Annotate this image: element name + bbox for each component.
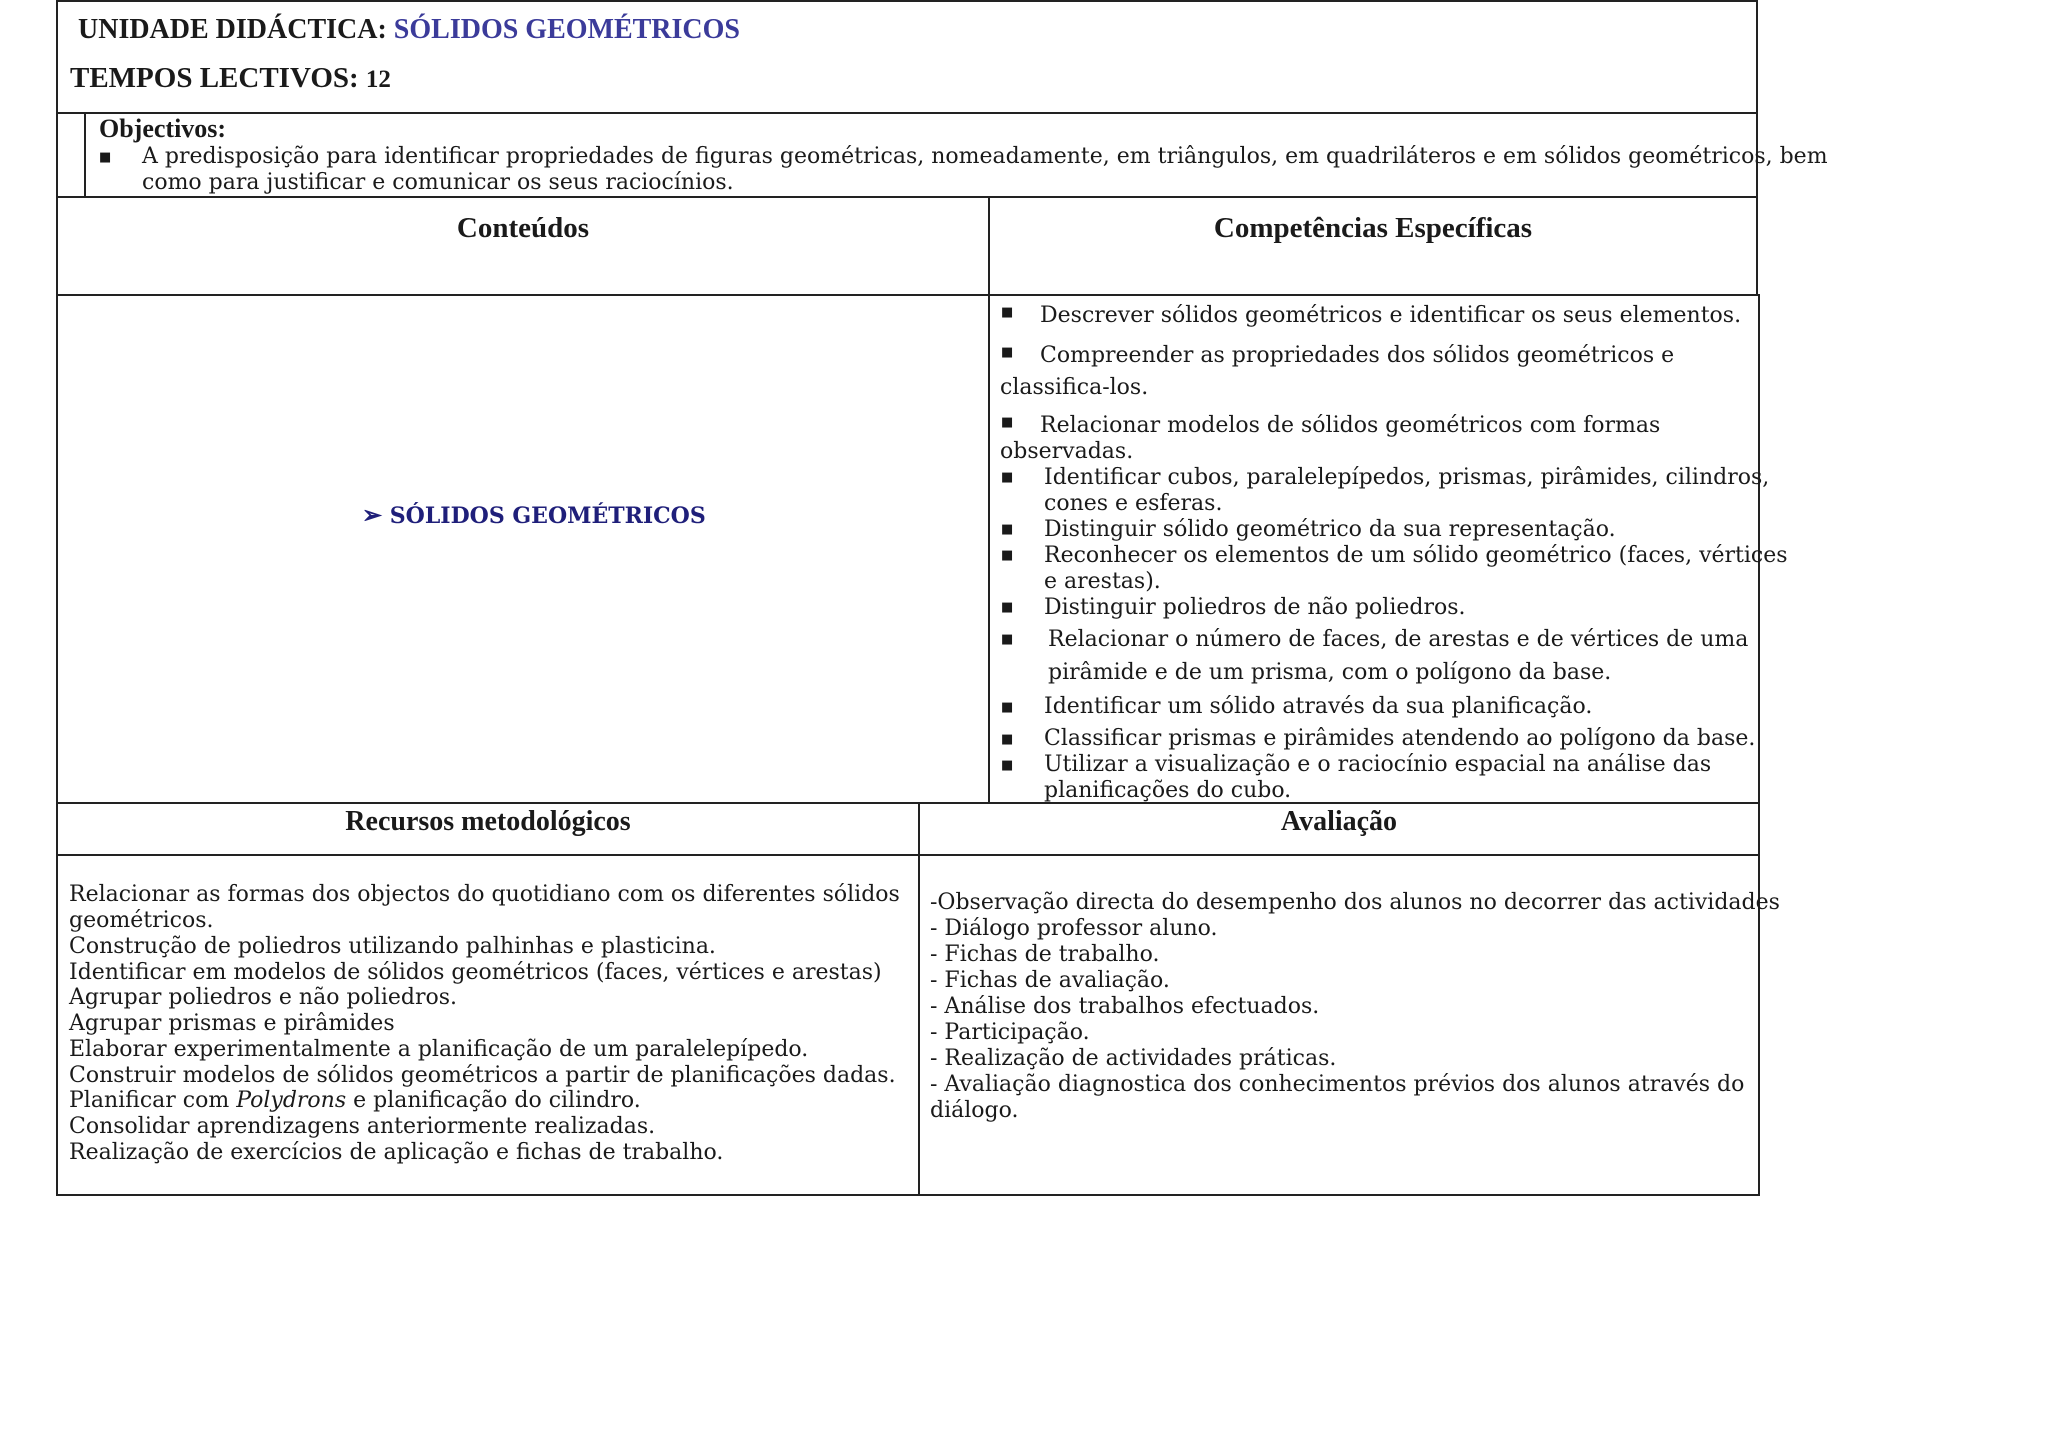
recursos-line-7: Elaborar experimentalmente a planificação de um paralelepípedo.: [69, 1037, 809, 1062]
conteudo-item-label: SÓLIDOS GEOMÉTRICOS: [389, 503, 706, 529]
objectivos-text-line2: como para justificar e comunicar os seus raciocínios.: [142, 170, 734, 195]
arrow-bullet-icon: ➢: [362, 500, 383, 529]
comp-7-line-1: Distinguir poliedros de não poliedros.: [1044, 595, 1466, 620]
comp-11-line-1: Utilizar a visualização e o raciocínio espacial na análise das: [1044, 752, 1712, 777]
comp-bullet-6: ■: [1001, 548, 1014, 563]
unidade-label: UNIDADE DIDÁCTICA:: [78, 14, 387, 45]
comp-bullet-7: ■: [1001, 600, 1014, 615]
tempos-label: TEMPOS LECTIVOS:: [70, 62, 359, 94]
objectivos-title: Objectivos:: [99, 114, 227, 143]
recursos-line-3: Construção de poliedros utilizando palhinhas e plasticina.: [69, 934, 716, 959]
comp-5-line-1: Distinguir sólido geométrico da sua representação.: [1044, 517, 1616, 542]
avaliacao-line-5: - Análise dos trabalhos efectuados.: [930, 994, 1320, 1019]
avaliacao-line-6: - Participação.: [930, 1020, 1090, 1045]
comp-bullet-3: ■: [1001, 415, 1014, 430]
planificar-suffix: e planificação do cilindro.: [346, 1088, 641, 1113]
comp-2-line-2: classifica-los.: [1000, 375, 1149, 400]
comp-bullet-11: ■: [1001, 758, 1014, 773]
tempos-title: [70, 62, 391, 95]
comp-6-line-2: e arestas).: [1044, 569, 1161, 594]
conteudos-header: Conteúdos: [456, 212, 590, 244]
avaliacao-header: Avaliação: [1280, 806, 1398, 837]
comp-4-line-2: cones e esferas.: [1044, 491, 1223, 516]
avaliacao-line-7: - Realização de actividades práticas.: [930, 1046, 1337, 1071]
avaliacao-line-8: - Avaliação diagnostica dos conhecimentos prévios dos alunos através do: [930, 1072, 1745, 1097]
conteudos-header-cell: [56, 196, 990, 296]
conteudos-body-cell: [56, 294, 990, 804]
comp-3-line-1: Relacionar modelos de sólidos geométricos com formas: [1040, 413, 1661, 438]
comp-bullet-2: ■: [1001, 345, 1014, 360]
recursos-header: Recursos metodológicos: [345, 806, 631, 837]
recursos-line-11: Realização de exercícios de aplicação e fichas de trabalho.: [69, 1140, 724, 1165]
comp-bullet-4: ■: [1001, 470, 1014, 485]
comp-8-line-1: Relacionar o número de faces, de arestas e de vértices de uma: [1048, 627, 1749, 652]
recursos-line-2: geométricos.: [69, 908, 214, 933]
avaliacao-line-3: - Fichas de trabalho.: [930, 942, 1160, 967]
objectivos-text-line1: A predisposição para identificar propriedades de figuras geométricas, nomeadamente, em triângulos, em quadriláteros e em sólidos geométricos, bem: [142, 144, 1828, 169]
objectivos-bullet: ■: [99, 150, 112, 165]
avaliacao-line-4: - Fichas de avaliação.: [930, 968, 1170, 993]
recursos-line-4: Identificar em modelos de sólidos geométricos (faces, vértices e arestas): [69, 960, 882, 985]
objectivos-left-rule: [84, 113, 86, 197]
avaliacao-line-2: - Diálogo professor aluno.: [930, 916, 1218, 941]
comp-bullet-1: ■: [1001, 305, 1014, 320]
recursos-line-5: Agrupar poliedros e não poliedros.: [69, 985, 457, 1010]
comp-bullet-9: ■: [1001, 700, 1014, 715]
comp-6-line-1: Reconhecer os elementos de um sólido geométrico (faces, vértices: [1044, 543, 1788, 568]
comp-4-line-1: Identificar cubos, paralelepípedos, prismas, pirâmides, cilindros,: [1044, 465, 1770, 490]
conteudo-item: [362, 500, 706, 529]
tempos-value: 12: [365, 66, 391, 93]
comp-10-line-1: Classificar prismas e pirâmides atendendo ao polígono da base.: [1044, 726, 1756, 751]
comp-9-line-1: Identificar um sólido através da sua planificação.: [1044, 694, 1593, 719]
comp-bullet-8: ■: [1001, 632, 1014, 647]
comp-bullet-10: ■: [1001, 732, 1014, 747]
recursos-line-1: Relacionar as formas dos objectos do quotidiano com os diferentes sólidos: [69, 882, 900, 907]
recursos-line-6: Agrupar prismas e pirâmides: [69, 1011, 395, 1036]
planificar-italic: Polydrons: [236, 1088, 347, 1113]
comp-2-line-1: Compreender as propriedades dos sólidos geométricos e: [1040, 343, 1675, 368]
comp-bullet-5: ■: [1001, 522, 1014, 537]
competencias-header: Competências Específicas: [1213, 212, 1533, 244]
unidade-title: [78, 14, 740, 46]
unidade-value: SÓLIDOS GEOMÉTRICOS: [393, 14, 740, 45]
comp-3-line-2: observadas.: [1000, 439, 1134, 464]
recursos-line-8: Construir modelos de sólidos geométricos a partir de planificações dadas.: [69, 1063, 896, 1088]
recursos-line-10: Consolidar aprendizagens anteriormente realizadas.: [69, 1114, 656, 1139]
comp-1-line-1: Descrever sólidos geométricos e identificar os seus elementos.: [1040, 303, 1742, 328]
avaliacao-line-1: -Observação directa do desempenho dos alunos no decorrer das actividades: [930, 890, 1780, 915]
comp-11-line-2: planificações do cubo.: [1044, 778, 1292, 803]
avaliacao-line-9: diálogo.: [930, 1098, 1019, 1123]
competencias-header-cell: [988, 196, 1758, 296]
planificar-prefix: Planificar com: [69, 1088, 237, 1113]
comp-8-line-2: pirâmide e de um prisma, com o polígono da base.: [1048, 660, 1612, 685]
recursos-line-9: [69, 1088, 641, 1114]
